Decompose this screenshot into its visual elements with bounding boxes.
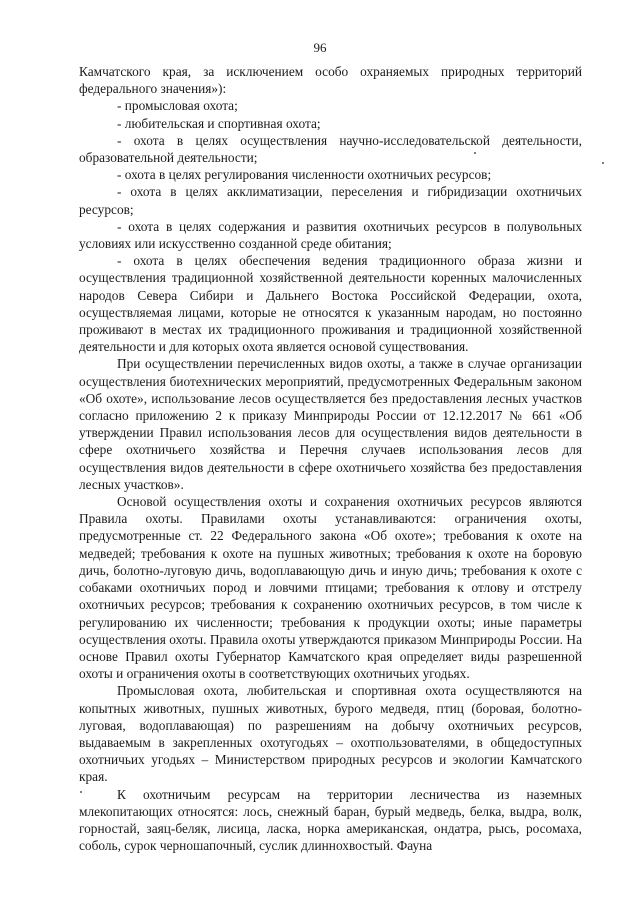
list-item-traditional-hunting: - охота в целях обеспечения ведения традиционного образа жизни и осуществления традиционной хозяйственной деятельности коренных малочисленных народов Севера Сибири и Дальнего Востока Российской Федерации, охота, осуществляемая лицами, которые не относятся к указанным народам, но постоянно проживают в местах их традиционного проживания и традиционной хозяйственной деятельности и для которых охота является основой существования. (79, 253, 582, 355)
paragraph-permits: Промысловая охота, любительская и спортивная охота осуществляются на копытных животных, пушных животных, бурого медведя, птиц (боровая, болотно-луговая, водоплавающая) по разрешениям на добычу охотничьих ресурсов, выдаваемым в закрепленных охотугодьях – охотпользователями, в общедоступных охотничьих угодьях – Министерством природных ресурсов и экологии Камчатского края. (79, 683, 582, 785)
list-item-research-hunting: - охота в целях осуществления научно-исследовательской деятельности, образовательной деятельности; (79, 132, 582, 166)
list-item-regulation-hunting: - охота в целях регулирования численности охотничьих ресурсов; (117, 167, 492, 183)
paragraph-intro: Камчатского края, за исключением особо охраняемых природных территорий федерального значения»): (79, 64, 582, 97)
scan-speck (80, 791, 82, 793)
list-item-semi-free-hunting: - охота в целях содержания и развития охотничьих ресурсов в полувольных условиях или искусственно созданной среде обитания; (79, 218, 582, 252)
document-body (79, 63, 582, 854)
page-number: 96 (313, 40, 327, 55)
scan-speck (602, 162, 604, 164)
list-item-commercial-hunting: - промысловая охота; (117, 98, 238, 114)
scan-speck (474, 152, 476, 154)
paragraph-hunting-resources: К охотничьим ресурсам на территории лесничества из наземных млекопитающих относятся: лось, снежный баран, бурый медведь, белка, выдра, волк, горностай, заяц-беляк, лисица, ласка, норка американская, ондатра, рысь, росомаха, соболь, сурок черношапочный, суслик длиннохвостый. Фауна (79, 786, 582, 854)
paragraph-hunting-rules: Основой осуществления охоты и сохранения охотничьих ресурсов являются Правила охоты. Правилами охоты устанавливаются: ограничения охоты, предусмотренные ст. 22 Федерального закона «Об охоте»; требования к охоте на медведей; требования к охоте на пушных животных; требования к охоте на боровую дичь, болотно-луговую дичь, водоплавающую дичь и иную дичь; требования к охоте с собаками охотничьих пород и ловчими птицами; требования к отлову и отстрелу охотничьих ресурсов; требования к сохранению охотничьих ресурсов, в том числе к регулированию их численности; требования к продукции охоты; иные параметры осуществления охоты. Правила охоты утверждаются приказом Минприроды России. На основе Правил охоты Губернатор Камчатского края определяет виды разрешенной охоты и ограничения охоты в соответствующих охотничьих угодьях. (79, 494, 582, 682)
paragraph-forest-use: При осуществлении перечисленных видов охоты, а также в случае организации осуществления биотехнических мероприятий, предусмотренных Федеральным законом «Об охоте», использование лесов осуществляется без предоставления лесных участков согласно приложению 2 к приказу Минприроды России от 12.12.2017 № 661 «Об утверждении Правил использования лесов для осуществления видов деятельности в сфере охотничьего хозяйства и Перечня случаев использования лесов для осуществления видов деятельности в сфере охотничьего хозяйства без предоставления лесных участков». (79, 356, 582, 492)
list-item-amateur-hunting: - любительская и спортивная охота; (117, 115, 321, 131)
list-item-acclimatization-hunting: - охота в целях акклиматизации, переселения и гибридизации охотничьих ресурсов; (79, 184, 582, 217)
